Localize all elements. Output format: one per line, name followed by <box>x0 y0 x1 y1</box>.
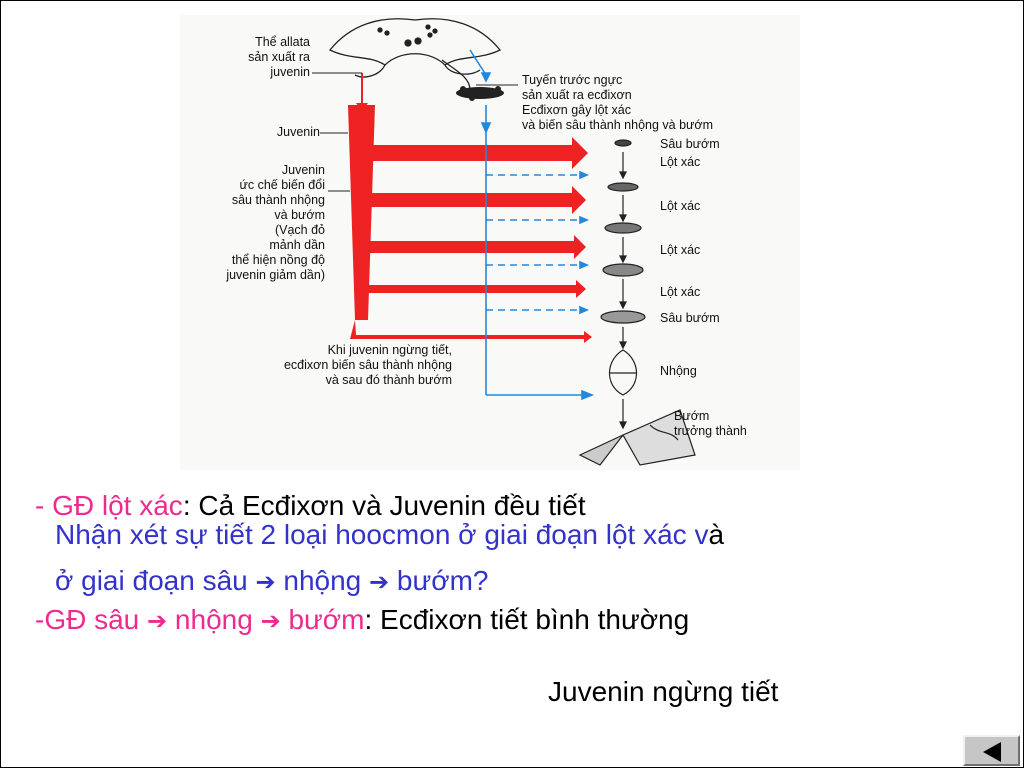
back-button[interactable] <box>963 735 1020 766</box>
stage-molt-2: Lột xác <box>660 199 701 213</box>
arrow-icon: ➔ <box>369 568 390 596</box>
juvenin-stop-text: Juvenin ngừng tiết <box>548 676 779 707</box>
question-text-1: Nhận xét sự tiết 2 loại hoocmon ở giai đoạn lột xác v <box>55 519 709 550</box>
stage-caterpillar: Sâu bướm <box>660 137 720 151</box>
stage-caterpillar-final: Sâu bướm <box>660 311 720 325</box>
arrow-icon: ➔ <box>255 568 276 596</box>
ecdyson-normal-text: : Ecđixơn tiết bình thường <box>364 604 690 635</box>
larva-stage-heading-b: nhộng <box>167 604 261 635</box>
molting-stage-text: : Cả Ecđixơn và Juvenin đều tiết <box>182 490 586 521</box>
question-line-1 <box>55 519 724 551</box>
stage-adult: Bướm trưởng thành <box>674 409 747 438</box>
larva-stage-heading-c: bướm <box>280 604 365 635</box>
label-juvenin-inhibit: Juvenin ức chế biến đổi sâu thành nhộng và bướm (Vạch đỏ mảnh dần thể hiện nồng độ juvenin giảm dần) <box>226 163 325 282</box>
stage-molt-3: Lột xác <box>660 243 701 257</box>
arrow-icon: ➔ <box>260 607 281 635</box>
larva-pupa-stage-line <box>35 604 689 637</box>
prothoracic-gland <box>456 86 504 101</box>
question-line-2 <box>55 565 489 598</box>
molting-stage-line <box>35 490 586 522</box>
label-allata: Thể allata sản xuất ra juvenin <box>248 35 310 79</box>
molting-stage-heading: - GĐ lột xác <box>35 490 183 521</box>
larva-stage-heading-a: -GĐ sâu <box>35 604 148 635</box>
back-arrow-icon <box>983 742 1001 762</box>
question-text-2a: ở giai đoạn sâu <box>55 565 256 596</box>
label-juvenin: Juvenin <box>276 125 320 139</box>
label-juvenin-stop: Khi juvenin ngừng tiết, ecđixơn biến sâu thành nhộng và sau đó thành bướm <box>283 343 452 387</box>
hormone-diagram <box>180 15 800 470</box>
question-text-2c: bướm? <box>389 565 489 596</box>
stage-molt-4: Lột xác <box>660 285 701 299</box>
stage-pupa: Nhộng <box>660 364 697 378</box>
question-text-2b: nhộng <box>275 565 370 596</box>
stage-molt-1: Lột xác <box>660 155 701 169</box>
question-text-1-end: à <box>708 519 725 550</box>
juvenin-stop-line <box>548 676 778 708</box>
arrow-icon: ➔ <box>147 607 168 635</box>
label-prothoracic: Tuyến trước ngực sản xuất ra ecđixơn Ecđixơn gây lột xác và biến sâu thành nhộng và bướm <box>522 73 713 132</box>
